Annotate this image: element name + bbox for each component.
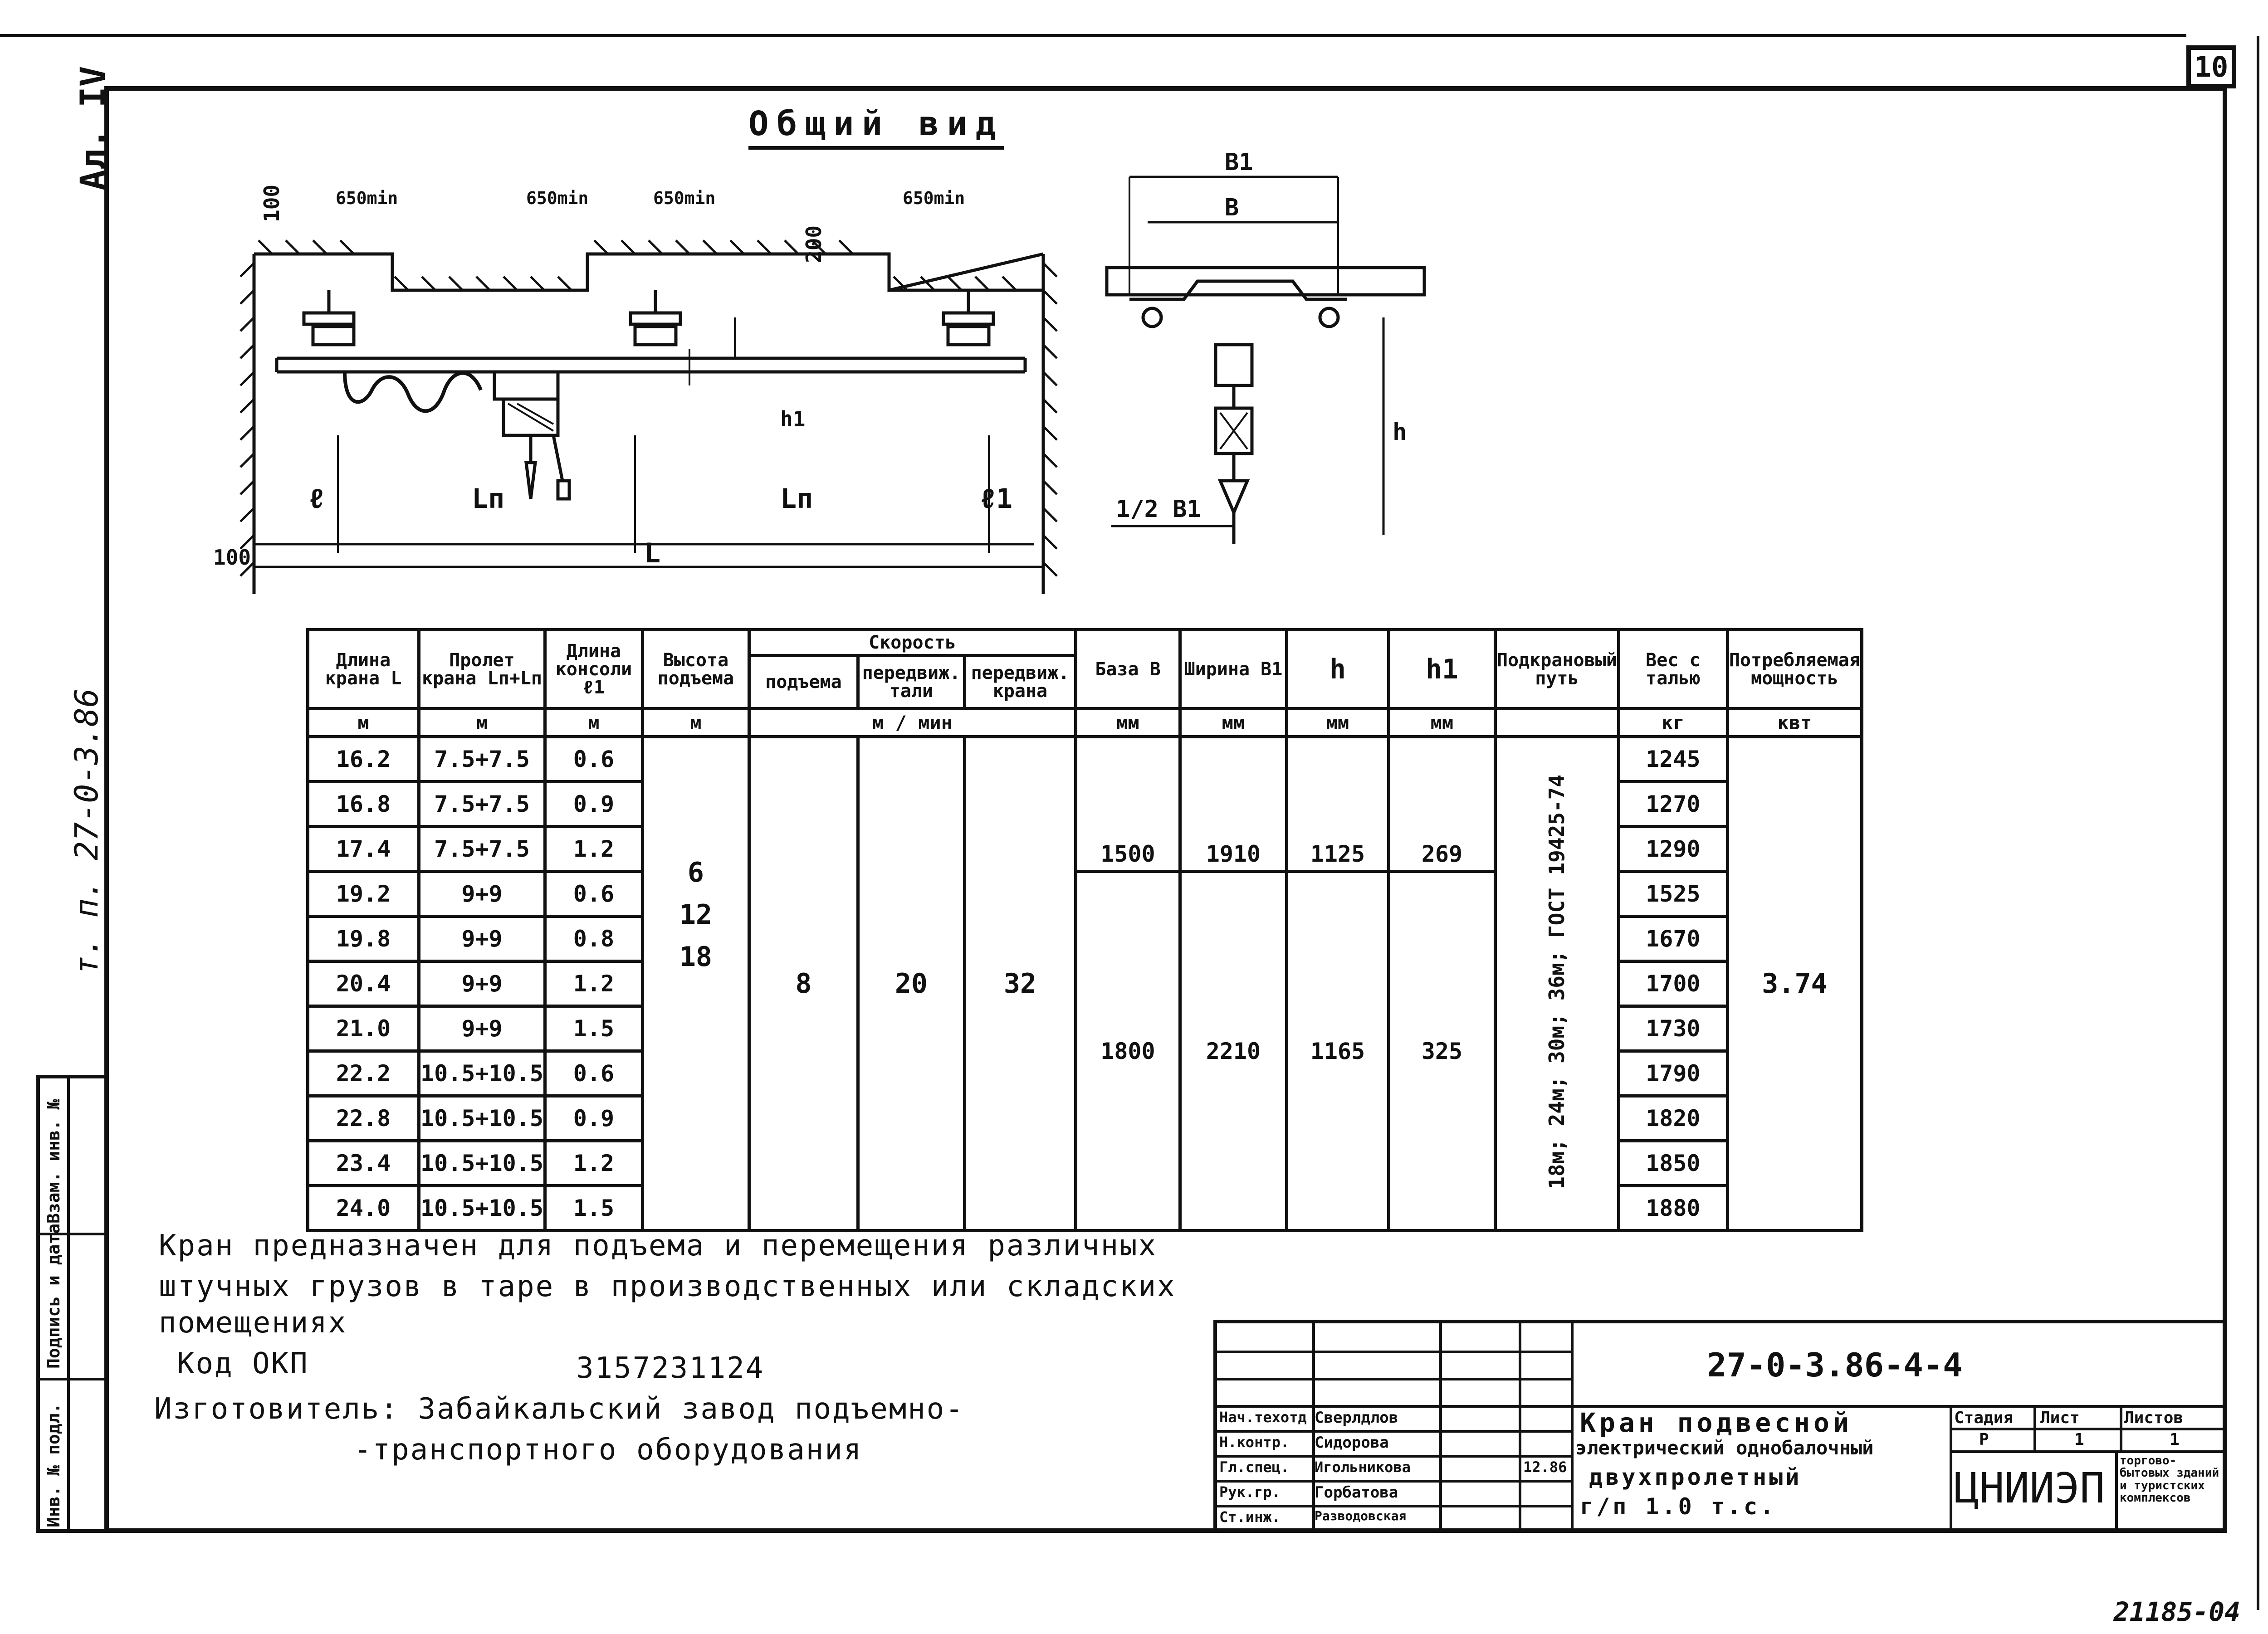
org-name: ЦНИИЭП — [1954, 1464, 2105, 1512]
name-line-4: г/п 1.0 т.с. — [1580, 1493, 1777, 1520]
header-width: Ширина B1 — [1180, 630, 1286, 709]
sheets-label: Листов — [2124, 1409, 2184, 1427]
cell-h-1: 1125 — [1286, 737, 1388, 872]
header-track: Подкрановый путь — [1495, 630, 1618, 709]
unit-power: квт — [1727, 709, 1862, 737]
dim-200: 200 — [802, 225, 826, 263]
header-speed-crane: передвиж. крана — [964, 656, 1075, 709]
cell-length: 19.8 — [308, 917, 419, 961]
cell-weight: 1670 — [1618, 917, 1727, 961]
role-4: Ст.инж. — [1219, 1508, 1281, 1526]
cell-weight: 1290 — [1618, 827, 1727, 872]
cell-console: 0.6 — [545, 737, 642, 782]
stage-value: Р — [1979, 1430, 1989, 1449]
cell-span: 9+9 — [419, 917, 545, 961]
unit-height: м — [642, 709, 749, 737]
unit-width: мм — [1180, 709, 1286, 737]
sheet-number: 10 — [2186, 45, 2236, 88]
org-subtitle: торгово-бытовых зданий и туристских комплексов — [2120, 1454, 2219, 1505]
dim-b1: B1 — [1225, 149, 1253, 176]
height-6: 6 — [687, 857, 704, 888]
okp-value: 3157231124 — [576, 1351, 765, 1385]
cell-length: 24.0 — [308, 1186, 419, 1231]
header-height: Высота подъема — [642, 630, 749, 709]
header-console: Длина консоли ℓ1 — [545, 630, 642, 709]
dim-half-b1: 1/2 B1 — [1116, 496, 1201, 523]
dim-h: h — [1393, 419, 1407, 446]
cell-length: 20.4 — [308, 961, 419, 1006]
cell-console: 1.5 — [545, 1006, 642, 1051]
role-2: Гл.спец. — [1219, 1458, 1290, 1476]
unit-track — [1495, 709, 1618, 737]
header-speed-hoist: передвиж. тали — [858, 656, 964, 709]
cell-span: 9+9 — [419, 961, 545, 1006]
unit-base: мм — [1075, 709, 1180, 737]
archive-stamp: 21185-04 — [2113, 1596, 2240, 1627]
cell-console: 0.9 — [545, 782, 642, 827]
track-text: 18м; 24м; 30м; 36м; ГОСТ 19425-74 — [1545, 775, 1569, 1189]
cell-weight: 1820 — [1618, 1096, 1727, 1141]
cell-base-2: 1800 — [1075, 872, 1180, 1231]
cell-weight: 1270 — [1618, 782, 1727, 827]
cell-console: 1.2 — [545, 1141, 642, 1186]
cell-base-1: 1500 — [1075, 737, 1180, 872]
cell-console: 1.5 — [545, 1186, 642, 1231]
header-speed-lift: подъема — [749, 656, 858, 709]
sheets-value: 1 — [2170, 1430, 2180, 1449]
cell-span: 9+9 — [419, 1006, 545, 1051]
cell-length: 21.0 — [308, 1006, 419, 1051]
cell-power: 3.74 — [1727, 737, 1862, 1231]
unit-h1: мм — [1388, 709, 1495, 737]
cell-length: 23.4 — [308, 1141, 419, 1186]
name-2: Игольникова — [1315, 1458, 1411, 1476]
cell-width-2: 2210 — [1180, 872, 1286, 1231]
cell-weight: 1790 — [1618, 1051, 1727, 1096]
cell-console: 0.6 — [545, 872, 642, 917]
general-view-title: Общий вид — [748, 104, 1004, 150]
cell-span: 10.5+10.5 — [419, 1051, 545, 1096]
album-label: Ал. IV — [73, 66, 113, 190]
note-line-3: помещениях — [159, 1306, 347, 1340]
header-base: База B — [1075, 630, 1180, 709]
sheet-value: 1 — [2074, 1430, 2084, 1449]
cell-h1-2: 325 — [1388, 872, 1495, 1231]
cell-span: 7.5+7.5 — [419, 782, 545, 827]
cell-weight: 1850 — [1618, 1141, 1727, 1186]
strip-label-inv: Инв. № подл. — [44, 1403, 64, 1527]
cell-length: 16.2 — [308, 737, 419, 782]
name-line-1: Кран подвесной — [1580, 1407, 1853, 1438]
dim-650-4: 650min — [903, 188, 965, 208]
cell-length: 22.2 — [308, 1051, 419, 1096]
cell-weight: 1730 — [1618, 1006, 1727, 1051]
cell-weight: 1880 — [1618, 1186, 1727, 1231]
cell-speed-crane: 32 — [964, 737, 1075, 1231]
dim-h1: h1 — [780, 407, 806, 431]
specification-table — [306, 628, 1863, 1232]
side-doc-code: т. п. 27-0-3.86 — [68, 688, 105, 975]
unit-speed: м / мин — [749, 709, 1075, 737]
maker-line-2: -транспортного оборудования — [354, 1433, 863, 1467]
approval-date: 12.86 — [1523, 1458, 1567, 1476]
cell-span: 7.5+7.5 — [419, 737, 545, 782]
name-line-3: двухпролетный — [1589, 1464, 1802, 1490]
cell-track — [1495, 737, 1618, 1231]
dim-100-left: 100 — [213, 545, 251, 570]
dim-100-top: 100 — [259, 184, 284, 222]
name-3: Горбатова — [1315, 1483, 1398, 1502]
dim-650-3: 650min — [653, 188, 716, 208]
unit-weight: кг — [1618, 709, 1727, 737]
strip-label-replace: Взам. инв. № — [44, 1099, 64, 1224]
name-0: Сверлдлов — [1315, 1409, 1398, 1427]
cell-console: 0.8 — [545, 917, 642, 961]
cell-length: 16.8 — [308, 782, 419, 827]
role-3: Рук.гр. — [1219, 1483, 1281, 1501]
cell-console: 0.9 — [545, 1096, 642, 1141]
unit-console: м — [545, 709, 642, 737]
header-weight: Вес с талью — [1618, 630, 1727, 709]
cell-h-2: 1165 — [1286, 872, 1388, 1231]
note-line-1: Кран предназначен для подъема и перемещения различных — [159, 1229, 1158, 1263]
strip-label-sign: Подпись и дата — [44, 1223, 64, 1369]
unit-span: м — [419, 709, 545, 737]
cell-console: 1.2 — [545, 827, 642, 872]
note-line-2: штучных грузов в таре в производственных или складских — [159, 1270, 1176, 1303]
header-h1: h1 — [1388, 630, 1495, 709]
dim-L: L — [644, 537, 661, 569]
crane-front-view-drawing — [213, 172, 1098, 608]
crane-side-view-drawing — [1102, 150, 1447, 571]
dim-650-2: 650min — [526, 188, 589, 208]
left-approval-strip — [36, 1075, 104, 1533]
height-12: 12 — [679, 899, 713, 931]
cell-console: 0.6 — [545, 1051, 642, 1096]
cell-length: 19.2 — [308, 872, 419, 917]
cell-span: 10.5+10.5 — [419, 1096, 545, 1141]
dim-650-1: 650min — [336, 188, 398, 208]
cell-width-1: 1910 — [1180, 737, 1286, 872]
role-1: Н.контр. — [1219, 1434, 1290, 1451]
right-edge-line — [2257, 36, 2259, 1610]
role-0: Нач.техотд — [1219, 1409, 1307, 1426]
dim-l: ℓ — [308, 483, 325, 515]
header-speed: Скорость — [749, 630, 1075, 656]
name-1: Сидорова — [1315, 1434, 1389, 1452]
cell-speed-hoist: 20 — [858, 737, 964, 1231]
dim-ln-1: Lп — [472, 483, 505, 515]
header-length: Длина крана L — [308, 630, 419, 709]
dim-ln-2: Lп — [780, 483, 813, 515]
header-span: Пролет крана Lп+Lп — [419, 630, 545, 709]
cell-speed-lift: 8 — [749, 737, 858, 1231]
cell-heights — [642, 737, 749, 1231]
cell-weight: 1700 — [1618, 961, 1727, 1006]
cell-weight: 1245 — [1618, 737, 1727, 782]
header-h: h — [1286, 630, 1388, 709]
height-18: 18 — [679, 941, 713, 973]
unit-length: м — [308, 709, 419, 737]
cell-length: 17.4 — [308, 827, 419, 872]
doc-code: 27-0-3.86-4-4 — [1707, 1346, 1963, 1384]
okp-label: Код ОКП — [177, 1347, 309, 1380]
cell-span: 10.5+10.5 — [419, 1186, 545, 1231]
maker-line-1: Изготовитель: Забайкальский завод подъемно- — [154, 1392, 964, 1426]
unit-h: мм — [1286, 709, 1388, 737]
cell-length: 22.8 — [308, 1096, 419, 1141]
dim-b: B — [1225, 194, 1239, 221]
title-block — [1213, 1320, 2227, 1533]
cell-span: 9+9 — [419, 872, 545, 917]
cell-span: 10.5+10.5 — [419, 1141, 545, 1186]
cell-h1-1: 269 — [1388, 737, 1495, 872]
name-4: Разводовская — [1315, 1508, 1407, 1523]
cell-weight: 1525 — [1618, 872, 1727, 917]
cell-span: 7.5+7.5 — [419, 827, 545, 872]
top-border-line — [0, 34, 2186, 37]
header-power: Потребляемая мощность — [1727, 630, 1862, 709]
dim-l1: ℓ1 — [980, 483, 1013, 515]
stage-label: Стадия — [1954, 1409, 2014, 1427]
cell-console: 1.2 — [545, 961, 642, 1006]
sheet-label: Лист — [2040, 1409, 2080, 1427]
name-line-2: электрический однобалочный — [1575, 1437, 1874, 1459]
